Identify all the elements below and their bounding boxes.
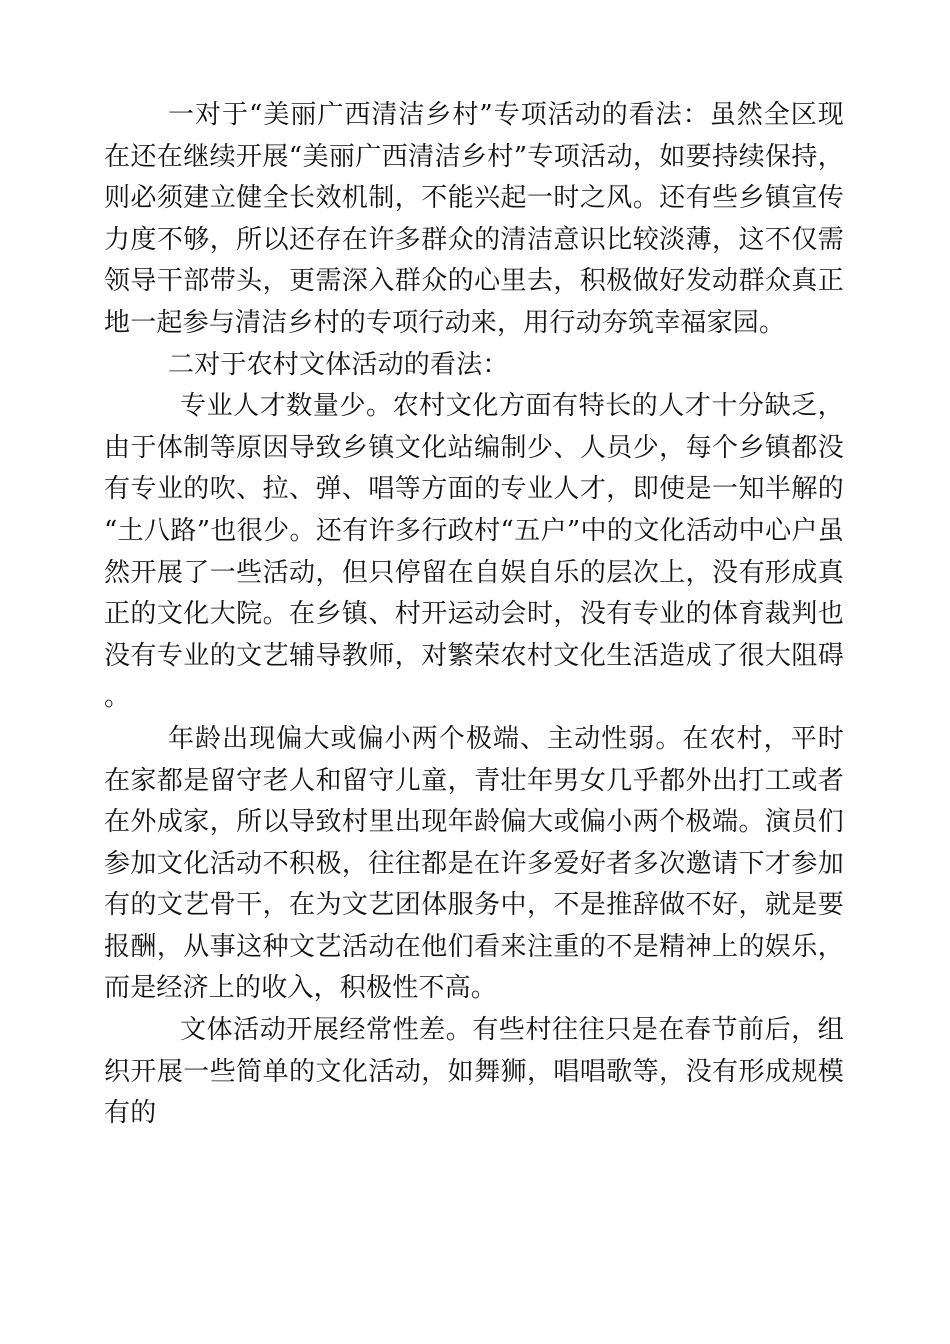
- paragraph-talent-shortage: 专业人才数量少。农村文化方面有特长的人才十分缺乏，由于体制等原因导致乡镇文化站编制少、人员少，每个乡镇都没有专业的吹、拉、弹、唱等方面的专业人才，即使是一知半解的“土八路”也很少。还有许多行政村“五户”中的文化活动中心户虽然开展了一些活动，但只停留在自娱自乐的层次上，没有形成真正的文化大院。在乡镇、村开运动会时，没有专业的体育裁判也没有专业的文艺辅导教师，对繁荣农村文化生活造成了很大阻碍。: [104, 391, 844, 713]
- paragraph-clean-village: 一对于“美丽广西清洁乡村”专项活动的看法：虽然全区现在还在继续开展“美丽广西清洁乡村”专项活动，如要持续保持，则必须建立健全长效机制，不能兴起一时之风。还有些乡镇宣传力度不够，所以还存在许多群众的清洁意识比较淡薄，这不仅需领导干部带头，更需深入群众的心里去，积极做好发动群众真正地一起参与清洁乡村的专项行动来，用行动夯筑幸福家园。: [104, 100, 844, 338]
- paragraph-age-extremes: 年龄出现偏大或偏小两个极端、主动性弱。在农村，平时在家都是留守老人和留守儿童，青壮年男女几乎都外出打工或者在外成家，所以导致村里出现年龄偏大或偏小两个极端。演员们参加文化活动不积极，往往都是在许多爱好者多次邀请下才参加有的文艺骨干，在为文艺团体服务中，不是推辞做不好，就是要报酬，从事这种文艺活动在他们看来注重的不是精神上的娱乐，而是经济上的收入，积极性不高。: [104, 723, 844, 1004]
- paragraph-cultural-heading: 二对于农村文体活动的看法：: [168, 349, 509, 380]
- document-body: [104, 95, 844, 1135]
- paragraph-activity-frequency: 文体活动开展经常性差。有些村往往只是在春节前后，组织开展一些简单的文化活动，如舞狮，唱唱歌等，没有形成规模有的: [104, 1015, 844, 1129]
